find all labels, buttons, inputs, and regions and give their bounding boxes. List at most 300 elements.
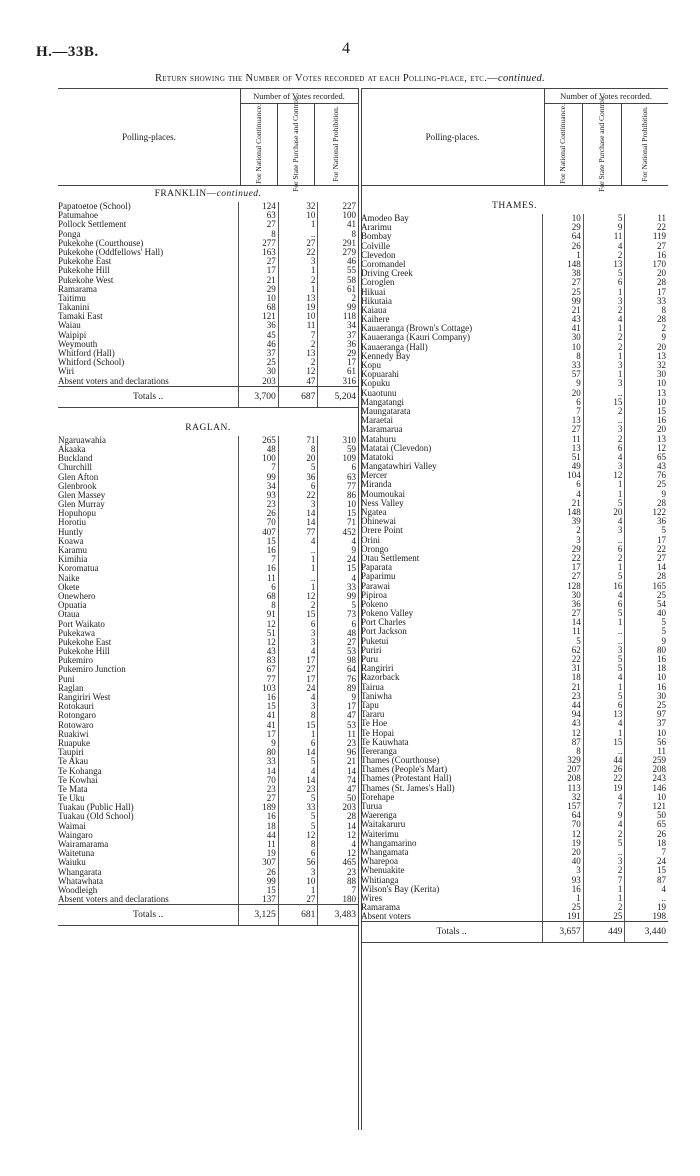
polling-place-name: Papatoetoe (School)	[58, 202, 131, 211]
state-purchase-votes: 12	[278, 831, 318, 840]
polling-place-name: Weymouth	[58, 339, 98, 349]
prohibition-votes: 198	[624, 912, 668, 921]
continuance-votes: 10	[542, 343, 583, 352]
polling-place-name: Ramarama	[58, 284, 97, 294]
prohibition-votes: 100	[317, 211, 358, 220]
polling-place-name: Waiau	[58, 321, 81, 331]
polling-place-name: Te Mata	[58, 784, 88, 794]
continuance-votes: 124	[238, 202, 278, 211]
polling-place-name: Whitford (Hall)	[58, 349, 115, 358]
polling-place-name: Wharepoa	[361, 857, 398, 867]
polling-place-name: Taniwha	[361, 691, 392, 701]
polling-place-name: Ngaruawahia	[58, 435, 106, 445]
polling-place-name: Pukekohe East	[58, 257, 112, 267]
state-purchase-header: For State Purchase and Control.	[277, 103, 315, 185]
state-purchase-votes: 15	[583, 398, 625, 407]
state-purchase-votes: 5	[278, 794, 318, 803]
polling-place-name: Ruapuke	[58, 738, 90, 748]
state-purchase-votes: 6	[278, 739, 318, 748]
prohibition-votes: 4	[317, 537, 358, 546]
prohibition-votes: 8	[317, 230, 358, 239]
continuance-votes: 94	[542, 710, 583, 719]
continuance-votes: 63	[238, 211, 278, 220]
continuance-votes: 70	[542, 820, 583, 829]
title-main: Return showing the Number of Votes recorded at each Polling-place, etc.—	[154, 73, 498, 84]
polling-place-name: Matatoki	[361, 452, 394, 462]
prohibition-votes: 30	[624, 370, 668, 379]
polling-place-name: Waiterimu	[361, 829, 399, 839]
prohibition-votes: 33	[624, 297, 668, 306]
state-purchase-votes: 14	[278, 776, 318, 785]
continuance-votes: 41	[238, 711, 278, 720]
polling-place-name: Turua	[361, 802, 383, 811]
state-purchase-votes: 5	[583, 499, 625, 508]
continuance-votes: 103	[238, 684, 278, 693]
polling-place-name: Patumahoe	[58, 211, 98, 221]
continuance-votes: 11	[238, 574, 278, 583]
prohibition-votes: 63	[317, 473, 358, 482]
state-purchase-votes: 4	[583, 517, 625, 526]
prohibition-votes: 259	[624, 756, 668, 765]
prohibition-votes: 20	[624, 343, 668, 352]
continuance-votes: 26	[238, 509, 278, 518]
total-prohibition: 3,440	[624, 922, 668, 942]
continuance-votes: 10	[238, 294, 278, 303]
state-purchase-votes: ..	[583, 389, 625, 398]
prohibition-votes: 25	[624, 591, 668, 600]
continuance-votes: 18	[542, 673, 583, 682]
prohibition-votes: 33	[317, 583, 358, 592]
continuance-votes: 11	[542, 627, 583, 636]
continuance-votes: 21	[542, 683, 583, 692]
continuance-votes: 43	[542, 315, 583, 324]
continuance-votes: 99	[238, 877, 278, 886]
state-purchase-votes: ..	[583, 627, 625, 636]
polling-place-name: Pukemiro Junction	[58, 665, 126, 675]
polling-place-name: Hikutaia	[361, 296, 392, 306]
section-name: RAGLAN.	[185, 422, 231, 433]
polling-place-name: Karamu	[58, 546, 87, 555]
prohibition-votes: 279	[317, 248, 358, 257]
prohibition-votes: 121	[624, 802, 668, 811]
state-purchase-votes: 8	[278, 711, 318, 720]
continuance-votes: 36	[238, 321, 278, 330]
section-heading	[58, 186, 358, 202]
polling-place-name: Orini	[361, 535, 380, 545]
state-purchase-votes: 17	[278, 656, 318, 665]
polling-place-name: Wires	[361, 893, 383, 903]
prohibition-votes: 28	[624, 499, 668, 508]
state-purchase-votes: 1	[583, 324, 625, 333]
polling-place-name: Coromandel	[361, 259, 406, 269]
polling-place-name: Hikuai	[361, 287, 386, 297]
state-purchase-votes: 2	[278, 358, 318, 367]
total-prohibition: 3,483	[317, 905, 358, 925]
state-purchase-votes: 5	[583, 269, 625, 278]
polling-place-name: Puru	[361, 655, 379, 664]
state-purchase-votes: 4	[278, 767, 318, 776]
state-purchase-votes: 2	[583, 306, 625, 315]
state-purchase-votes: 8	[278, 445, 318, 454]
continuance-votes: 43	[542, 719, 583, 728]
polling-place-name: Woodleigh	[58, 885, 98, 895]
prohibition-votes: 40	[624, 609, 668, 618]
state-purchase-votes: 22	[583, 774, 625, 783]
polling-places-header: Polling-places.	[58, 89, 241, 185]
state-purchase-votes: 10	[278, 877, 318, 886]
polling-place-name: Matahuru	[361, 434, 396, 444]
votes-recorded-header: Number of Votes recorded.	[240, 89, 358, 104]
polling-place-name: Tuakau (Public Hall)	[58, 803, 134, 813]
continuance-votes: 80	[238, 748, 278, 757]
prohibition-votes: 203	[317, 803, 358, 812]
prohibition-votes: 8	[624, 306, 668, 315]
polling-place-name: Maungatarata	[361, 406, 411, 416]
polling-place-name: Kopu	[361, 361, 381, 370]
polling-place-name: Tamaki East	[58, 312, 103, 322]
polling-place-name: Hopuhopu	[58, 509, 96, 519]
state-purchase-votes: 3	[278, 638, 318, 647]
state-purchase-votes: 6	[278, 482, 318, 491]
state-purchase-votes: 25	[583, 912, 625, 921]
state-purchase-votes: 1	[278, 564, 318, 573]
continuance-votes: 67	[238, 665, 278, 674]
polling-place-name: Horotiu	[58, 518, 86, 528]
continuance-votes: 11	[542, 435, 583, 444]
continuance-votes: 14	[542, 618, 583, 627]
totals-row	[58, 904, 358, 926]
prohibition-votes: 59	[317, 445, 358, 454]
prohibition-votes: 25	[624, 480, 668, 489]
state-purchase-votes: 7	[583, 802, 625, 811]
state-purchase-votes: 5	[583, 214, 625, 223]
continuance-votes: 137	[238, 895, 278, 904]
polling-place-name: Raglan	[58, 683, 84, 693]
polling-place-name: Ramarama	[361, 903, 400, 913]
polling-place-name: Ness Valley	[361, 498, 404, 508]
prohibition-votes: 58	[317, 276, 358, 285]
polling-place-name: Pukekohe Hill	[58, 647, 110, 657]
continuance-votes: 3	[542, 866, 583, 875]
polling-place-name: Ponga	[58, 229, 81, 239]
prohibition-votes: 50	[624, 811, 668, 820]
prohibition-votes: 24	[624, 857, 668, 866]
polling-place-name: Puni	[58, 674, 75, 684]
prohibition-votes: 53	[317, 647, 358, 656]
state-purchase-votes: 1	[583, 729, 625, 738]
continuance-votes: 45	[238, 331, 278, 340]
prohibition-votes: 32	[624, 361, 668, 370]
polling-place-name: Moumoukai	[361, 489, 405, 499]
continuance-votes: 83	[238, 656, 278, 665]
state-purchase-votes: 1	[278, 730, 318, 739]
continuance-votes: 27	[542, 278, 583, 287]
page-title	[0, 73, 700, 84]
state-purchase-votes: 27	[278, 895, 318, 904]
continuance-votes: 27	[542, 572, 583, 581]
state-purchase-votes: 6	[278, 620, 318, 629]
prohibition-votes: 10	[624, 398, 668, 407]
prohibition-votes: 17	[317, 358, 358, 367]
polling-place-name: Amodeo Bay	[361, 214, 409, 223]
state-purchase-votes: 3	[583, 425, 625, 434]
continuance-votes: 208	[542, 774, 583, 783]
polling-place-name: Taupiri	[58, 748, 84, 758]
state-purchase-votes: 11	[583, 232, 625, 241]
polling-place-name: Miranda	[361, 480, 392, 490]
right-table-body	[361, 186, 668, 943]
title-continued: continued.	[498, 73, 546, 84]
table-row	[58, 895, 358, 904]
table-row	[361, 912, 668, 921]
continuance-votes: 39	[542, 517, 583, 526]
prohibition-votes: 27	[624, 554, 668, 563]
polling-place-name: Koawa	[58, 536, 84, 546]
prohibition-votes: 16	[624, 251, 668, 260]
polling-place-name: Pukekawa	[58, 628, 95, 638]
state-purchase-votes: 4	[583, 591, 625, 600]
continuance-votes: 91	[238, 610, 278, 619]
state-purchase-votes: 13	[583, 260, 625, 269]
polling-place-name: Koromatua	[58, 564, 99, 574]
continuance-votes: 191	[542, 912, 583, 921]
polling-place-name: Wilson's Bay (Kerita)	[361, 884, 440, 894]
state-purchase-votes: 6	[583, 278, 625, 287]
state-purchase-votes: 1	[583, 683, 625, 692]
totals-label: Totals ..	[436, 927, 467, 938]
state-purchase-votes: 13	[278, 294, 318, 303]
continuance-votes: 148	[542, 508, 583, 517]
prohibition-votes: 11	[317, 730, 358, 739]
continuance-votes: 31	[542, 664, 583, 673]
continuance-votes: 1	[542, 894, 583, 903]
prohibition-votes: 208	[624, 765, 668, 774]
state-purchase-votes: 1	[583, 490, 625, 499]
state-purchase-votes: 20	[278, 454, 318, 463]
continuance-votes: 18	[238, 822, 278, 831]
prohibition-votes: 74	[317, 776, 358, 785]
continuance-votes: 87	[542, 738, 583, 747]
state-purchase-votes: 9	[583, 223, 625, 232]
state-purchase-votes: 5	[583, 664, 625, 673]
state-purchase-votes: 77	[278, 528, 318, 537]
polling-place-name: Rotongaro	[58, 711, 96, 721]
continuance-votes: 8	[542, 747, 583, 756]
continuance-votes: 25	[542, 903, 583, 912]
state-purchase-votes: 5	[278, 812, 318, 821]
state-purchase-votes: 3	[583, 361, 625, 370]
continuance-votes: 148	[542, 260, 583, 269]
prohibition-votes: 9	[317, 546, 358, 555]
prohibition-votes: 23	[317, 868, 358, 877]
prohibition-votes: 11	[624, 747, 668, 756]
section-continued: continued.	[216, 189, 262, 199]
prohibition-votes: 310	[317, 436, 358, 445]
polling-place-name: Colville	[361, 241, 390, 251]
polling-place-name: Ngatea	[361, 508, 387, 517]
continuance-votes: 19	[238, 849, 278, 858]
state-purchase-votes: 22	[278, 491, 318, 500]
state-purchase-votes: 3	[583, 857, 625, 866]
state-purchase-votes: 56	[278, 858, 318, 867]
prohibition-votes: 76	[317, 675, 358, 684]
continuance-votes: 6	[542, 398, 583, 407]
polling-place-name: Takanini	[58, 303, 90, 313]
state-purchase-votes: 10	[278, 211, 318, 220]
state-purchase-votes: 3	[583, 297, 625, 306]
state-purchase-votes: 3	[583, 526, 625, 535]
state-purchase-votes: 1	[278, 583, 318, 592]
polling-place-name: Buckland	[58, 454, 93, 464]
prohibition-votes: ..	[624, 894, 668, 903]
prohibition-votes: 5	[317, 601, 358, 610]
polling-place-name: Te Hopai	[361, 728, 395, 738]
total-continuance: 3,125	[238, 905, 278, 925]
prohibition-votes: 28	[624, 315, 668, 324]
polling-place-name: Waiuku	[58, 858, 86, 868]
state-purchase-votes: ..	[583, 637, 625, 646]
prohibition-votes: 16	[624, 683, 668, 692]
polling-place-name: Glen Massey	[58, 490, 106, 500]
state-purchase-votes: 5	[583, 609, 625, 618]
polling-place-name: Matatai (Clevedon)	[361, 443, 432, 453]
polling-place-name: Waimai	[58, 821, 86, 831]
prohibition-votes: 316	[317, 377, 358, 386]
continuance-votes: 189	[238, 803, 278, 812]
polling-place-name: Waipipi	[58, 330, 87, 340]
prohibition-votes: 7	[624, 848, 668, 857]
polling-place-name: Orongo	[361, 544, 389, 554]
continuance-votes: 30	[542, 591, 583, 600]
continuance-votes: 1	[542, 251, 583, 260]
state-purchase-votes: 12	[583, 471, 625, 480]
prohibition-votes: 465	[317, 858, 358, 867]
prohibition-votes: 118	[317, 312, 358, 321]
state-purchase-votes: 32	[278, 202, 318, 211]
polling-place-name: Te Akau	[58, 757, 89, 767]
state-purchase-votes: 2	[583, 343, 625, 352]
state-purchase-votes: 15	[583, 738, 625, 747]
continuance-votes: 37	[238, 349, 278, 358]
state-purchase-votes: 3	[278, 500, 318, 509]
polling-place-name: Waitakaruru	[361, 820, 406, 830]
continuance-votes: 277	[238, 239, 278, 248]
state-purchase-votes: 6	[583, 545, 625, 554]
prohibition-votes: 170	[624, 260, 668, 269]
polling-place-name: Absent voters and declarations	[58, 895, 169, 905]
polling-place-name: Naike	[58, 573, 80, 583]
continuance-votes: 27	[238, 257, 278, 266]
state-purchase-votes: 1	[278, 285, 318, 294]
continuance-votes: 70	[238, 776, 278, 785]
continuance-votes: 265	[238, 436, 278, 445]
state-purchase-votes: 2	[278, 276, 318, 285]
continuance-votes: 203	[238, 377, 278, 386]
continuance-votes: 22	[542, 655, 583, 664]
state-purchase-votes: 1	[583, 885, 625, 894]
continuance-votes: 407	[238, 528, 278, 537]
state-purchase-votes: 1	[583, 370, 625, 379]
prohibition-votes: 2	[624, 324, 668, 333]
continuance-votes: 64	[542, 811, 583, 820]
table-header-right	[361, 88, 668, 192]
polling-place-name: Tararu	[361, 710, 385, 720]
prohibition-votes: 24	[317, 555, 358, 564]
prohibition-votes: 41	[317, 220, 358, 229]
polling-place-name: Mercer	[361, 471, 387, 481]
prohibition-votes: 22	[624, 545, 668, 554]
state-purchase-votes: 15	[278, 610, 318, 619]
right-table	[361, 88, 668, 943]
polling-place-name: Puketui	[361, 636, 389, 646]
continuance-votes: 40	[542, 857, 583, 866]
state-purchase-votes: 16	[583, 582, 625, 591]
prohibition-votes: 9	[317, 693, 358, 702]
prohibition-votes: 19	[624, 903, 668, 912]
prohibition-votes: 55	[317, 266, 358, 275]
section-spacer	[58, 408, 358, 420]
continuance-votes: 128	[542, 582, 583, 591]
state-purchase-votes: 2	[583, 333, 625, 342]
prohibition-votes: 14	[317, 822, 358, 831]
prohibition-votes: 64	[317, 665, 358, 674]
prohibition-votes: 12	[317, 831, 358, 840]
continuance-votes: 113	[542, 784, 583, 793]
state-purchase-votes: ..	[278, 230, 318, 239]
polling-place-name: Clevedon	[361, 250, 396, 260]
continuance-votes: 41	[542, 324, 583, 333]
state-purchase-votes: 3	[278, 868, 318, 877]
prohibition-votes: 13	[624, 435, 668, 444]
continuance-votes: 16	[238, 564, 278, 573]
state-purchase-votes: 4	[278, 693, 318, 702]
polling-place-name: Tereranga	[361, 746, 397, 756]
state-purchase-votes: ..	[583, 747, 625, 756]
state-purchase-votes: 4	[583, 820, 625, 829]
prohibition-votes: 14	[624, 563, 668, 572]
prohibition-votes: 36	[624, 517, 668, 526]
state-purchase-votes: 71	[278, 436, 318, 445]
state-purchase-votes: ..	[583, 536, 625, 545]
continuance-votes: 7	[238, 463, 278, 472]
state-purchase-votes: 9	[583, 811, 625, 820]
prohibition-header: For National Prohibition.	[639, 106, 649, 182]
polling-place-name: Ararimu	[361, 223, 392, 233]
polling-place-name: Kaiaua	[361, 305, 387, 315]
polling-place-name: Okete	[58, 582, 80, 592]
polling-place-name: Ohinewai	[361, 517, 396, 527]
polling-place-name: Te Uku	[58, 794, 85, 804]
continuance-votes: 15	[238, 702, 278, 711]
prohibition-votes: 15	[317, 564, 358, 573]
prohibition-votes: 180	[317, 895, 358, 904]
polling-place-name: Kauaeranga (Kauri Company)	[361, 333, 470, 343]
polling-place-name: Whatawhata	[58, 876, 103, 886]
continuance-votes: 25	[238, 358, 278, 367]
state-purchase-votes: 36	[278, 473, 318, 482]
votes-recorded-header: Number of Votes recorded.	[544, 89, 668, 104]
state-purchase-votes: 5	[583, 692, 625, 701]
polling-place-name: Glen Afton	[58, 472, 99, 482]
prohibition-votes: 9	[624, 490, 668, 499]
continuance-header: For National Continuance.	[544, 103, 583, 185]
prohibition-votes: 61	[317, 285, 358, 294]
polling-place-name: Tapu	[361, 700, 379, 710]
page-number: 4	[342, 40, 350, 57]
continuance-votes: 12	[238, 620, 278, 629]
state-purchase-header: For State Purchase and Control.	[582, 103, 622, 185]
state-purchase-votes: 1	[278, 266, 318, 275]
